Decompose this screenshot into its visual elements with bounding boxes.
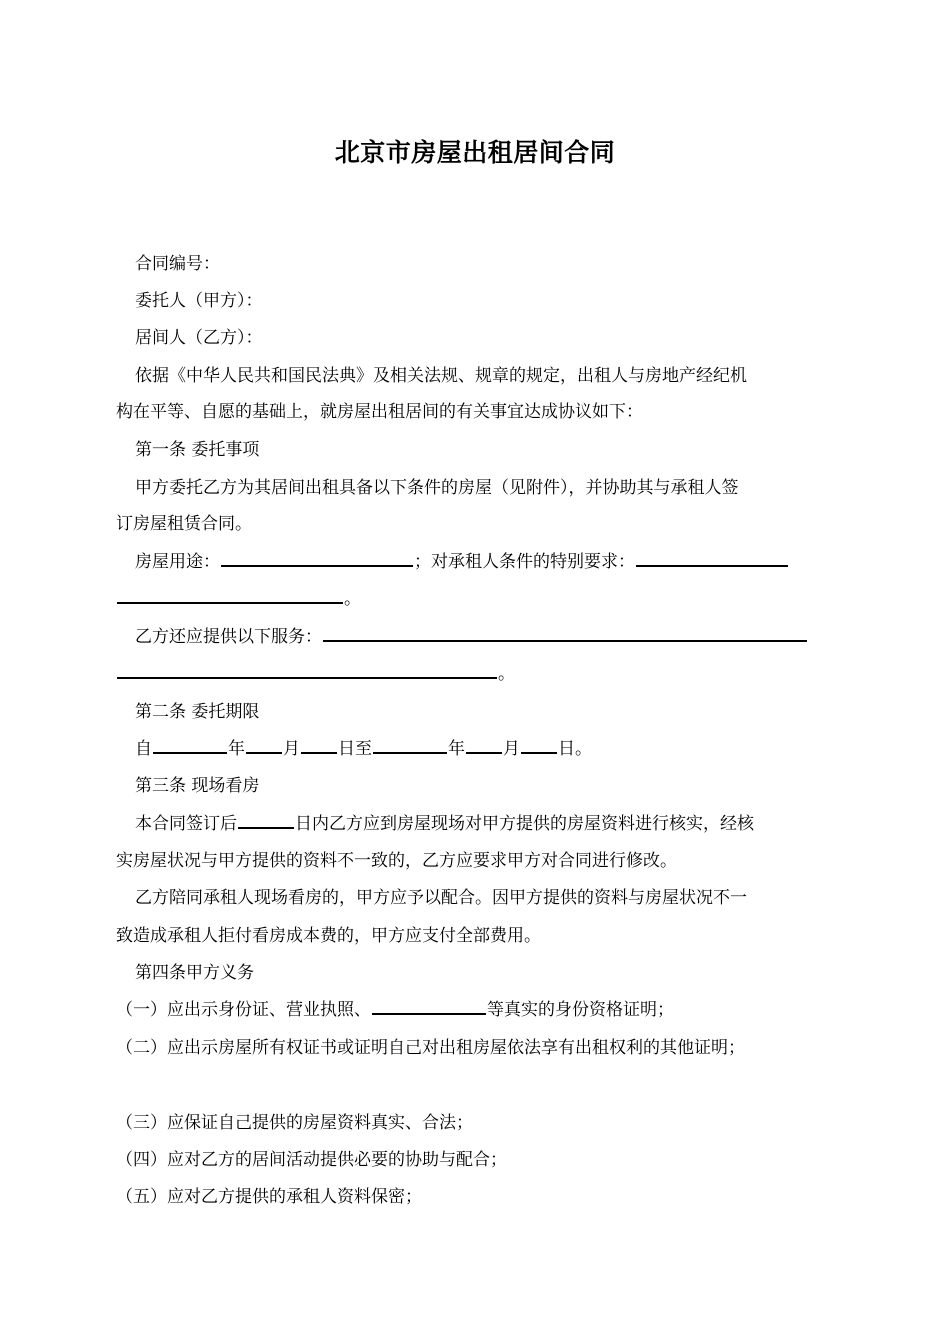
article-1-paragraph-line-2: 订房屋租赁合同。 — [116, 514, 252, 534]
end-month-blank — [466, 740, 502, 754]
house-usage-label: 房屋用途： — [135, 552, 220, 572]
article-1-heading: 第一条 委托事项 — [135, 440, 260, 460]
intermediary-field: 居间人（乙方）： — [135, 328, 263, 348]
article-2-heading: 第二条 委托期限 — [135, 702, 260, 722]
preamble-line-1: 依据《中华人民共和国民法典》及相关法规、规章的规定，出租人与房地产经纪机 — [135, 366, 747, 386]
preamble-line-2: 构在平等、自愿的基础上，就房屋出租居间的有关事宜达成协议如下： — [116, 402, 643, 422]
end-day-blank — [521, 740, 557, 754]
from-label: 自 — [135, 739, 152, 759]
id-document-blank — [372, 1001, 486, 1015]
end-year-blank — [373, 740, 447, 754]
year-label: 年 — [228, 739, 245, 759]
services-continuation — [116, 662, 515, 686]
obligation-item-2: （二）应出示房屋所有权证书或证明自己对出租房屋依法享有出租权利的其他证明； — [116, 1038, 745, 1058]
tenant-requirement-blank-1 — [636, 553, 788, 567]
year-label: 年 — [448, 739, 465, 759]
obligation-item-5: （五）应对乙方提供的承租人资料保密； — [116, 1187, 422, 1207]
obligation-item-1 — [116, 998, 674, 1022]
document-title: 北京市房屋出租居间合同 — [334, 138, 616, 167]
services-line — [135, 625, 808, 649]
house-usage-blank — [221, 553, 413, 567]
month-label: 月 — [503, 739, 520, 759]
start-day-blank — [301, 740, 337, 754]
term-dates-line — [135, 737, 592, 761]
signing-text: 本合同签订后 — [135, 814, 237, 834]
start-year-blank — [153, 740, 227, 754]
line-end-period: 。 — [498, 664, 515, 684]
line-end-period: 。 — [344, 589, 361, 609]
obligation-item-3: （三）应保证自己提供的房屋资料真实、合法； — [116, 1113, 473, 1133]
obligation-item-4: （四）应对乙方的居间活动提供必要的协助与配合； — [116, 1150, 507, 1170]
services-blank-1 — [323, 628, 807, 642]
services-blank-2 — [117, 665, 497, 679]
services-label: 乙方还应提供以下服务： — [135, 627, 322, 647]
contract-number-field: 合同编号： — [135, 254, 220, 274]
article-3-paragraph-1-line-2: 实房屋状况与甲方提供的资料不一致的，乙方应要求甲方对合同进行修改。 — [116, 851, 677, 871]
article-3-paragraph-1-line-1 — [135, 812, 754, 836]
tenant-requirement-blank-2 — [117, 590, 343, 604]
principal-field: 委托人（甲方）： — [135, 291, 263, 311]
month-label: 月 — [283, 739, 300, 759]
article-1-paragraph-line-1: 甲方委托乙方为其居间出租具备以下条件的房屋（见附件），并协助其与承租人签 — [135, 478, 739, 498]
article-4-heading: 第四条甲方义务 — [135, 963, 254, 983]
tenant-requirement-label: ；对承租人条件的特别要求： — [414, 552, 635, 572]
article-3-heading: 第三条 现场看房 — [135, 776, 260, 796]
article-3-paragraph-2-line-1: 乙方陪同承租人现场看房的，甲方应予以配合。因甲方提供的资料与房屋状况不一 — [135, 888, 747, 908]
day-to-label: 日至 — [338, 739, 372, 759]
house-usage-line — [135, 550, 789, 574]
item-1-text: （一）应出示身份证、营业执照、 — [116, 1000, 371, 1020]
article-3-paragraph-2-line-2: 致造成承租人拒付看房成本费的，甲方应支付全部费用。 — [116, 926, 541, 946]
day-end-label: 日。 — [558, 739, 592, 759]
days-blank — [238, 815, 294, 829]
start-month-blank — [246, 740, 282, 754]
tenant-requirement-continuation — [116, 587, 361, 611]
item-1-end-text: 等真实的身份资格证明； — [487, 1000, 674, 1020]
verification-text: 日内乙方应到房屋现场对甲方提供的房屋资料进行核实，经核 — [295, 814, 754, 834]
